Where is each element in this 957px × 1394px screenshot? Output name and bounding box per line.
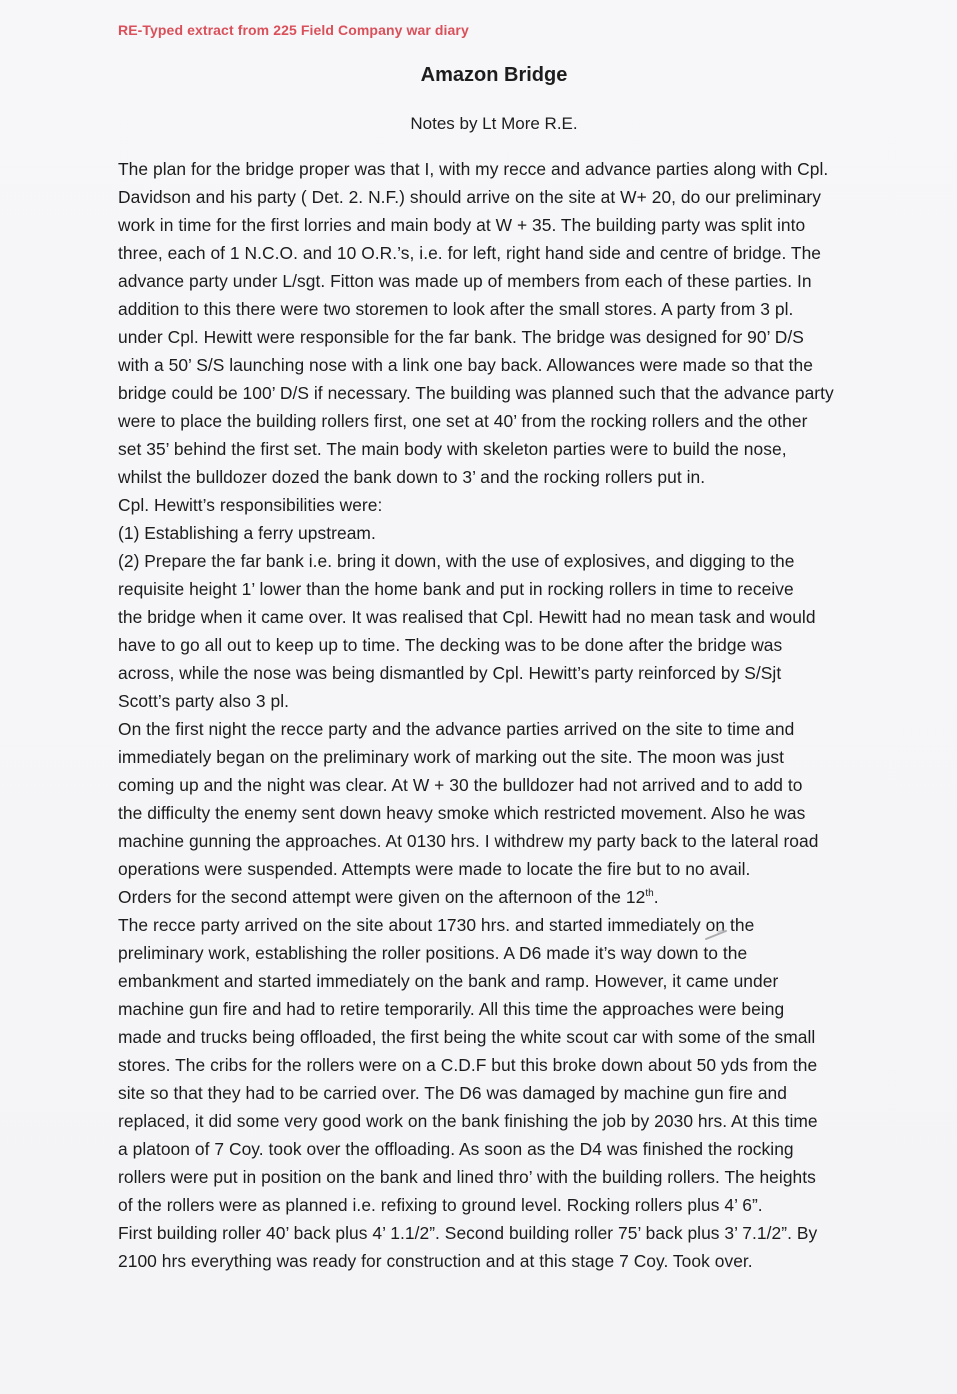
body-line-text: whilst the bulldozer dozed the bank down to 3’ and the rocking rollers put in. — [118, 467, 706, 487]
body-line-text: Cpl. Hewitt’s responsibilities were: — [118, 495, 383, 515]
body-line-text: machine gunning the approaches. At 0130 hrs. I withdrew my party back to the lateral road — [118, 831, 819, 851]
body-line-text: machine gun fire and had to retire temporarily. All this time the approaches were being — [118, 999, 785, 1019]
body-line-text: preliminary work, establishing the roller positions. A D6 made it’s way down to the — [118, 943, 748, 963]
body-line-text: three, each of 1 N.C.O. and 10 O.R.’s, i.e. for left, right hand side and centre of bridge. The — [118, 243, 822, 263]
body-line — [118, 855, 878, 883]
body-line — [118, 911, 878, 939]
body-line — [118, 1079, 878, 1107]
body-line — [118, 463, 878, 491]
body-line — [118, 939, 878, 967]
body-line-text: across, while the nose was being dismantled by Cpl. Hewitt’s party reinforced by S/Sjt — [118, 663, 782, 683]
body-line-text: site so that they had to be carried over. The D6 was damaged by machine gun fire and — [118, 1083, 787, 1103]
body-line — [118, 771, 878, 799]
body-line — [118, 267, 878, 295]
body-line-text: The plan for the bridge proper was that I, with my recce and advance parties along with Cpl. — [118, 159, 829, 179]
body-line — [118, 547, 878, 575]
body-line-text: work in time for the first lorries and main body at W + 35. The building party was split into — [118, 215, 806, 235]
body-line-text: Orders for the second attempt were given on the afternoon of the 12 — [118, 887, 646, 907]
body-line-text: coming up and the night was clear. At W + 30 the bulldozer had not arrived and to add to — [118, 775, 803, 795]
body-line — [118, 1247, 878, 1275]
body-line-text: embankment and started immediately on the bank and ramp. However, it came under — [118, 971, 779, 991]
body-line — [118, 1023, 878, 1051]
body-line-text: requisite height 1’ lower than the home bank and put in rocking rollers in time to receive — [118, 579, 794, 599]
body-line-text: the difficulty the enemy sent down heavy smoke which restricted movement. Also he was — [118, 803, 806, 823]
body-line — [118, 1163, 878, 1191]
body-line-text: (1) Establishing a ferry upstream. — [118, 523, 376, 543]
body-line-text: (2) Prepare the far bank i.e. bring it down, with the use of explosives, and digging to the — [118, 551, 795, 571]
body-line-text: 2100 hrs everything was ready for construction and at this stage 7 Coy. Took over. — [118, 1251, 753, 1271]
body-line-text: were to place the building rollers first, one set at 40’ from the rocking rollers and the other — [118, 411, 808, 431]
body-line-text: stores. The cribs for the rollers were on a C.D.F but this broke down about 50 yds from the — [118, 1055, 818, 1075]
body-line-text: operations were suspended. Attempts were made to locate the fire but to no avail. — [118, 859, 751, 879]
body-line — [118, 743, 878, 771]
body-line — [118, 407, 878, 435]
body-line — [118, 211, 878, 239]
pen-mark-icon — [704, 926, 730, 942]
body-line — [118, 295, 878, 323]
body-line-text: bridge could be 100’ D/S if necessary. The building was planned such that the advance party — [118, 383, 834, 403]
body-line — [118, 575, 878, 603]
body-line — [118, 1051, 878, 1079]
body-line — [118, 799, 878, 827]
body-line — [118, 659, 878, 687]
document-title: Amazon Bridge — [420, 64, 568, 86]
body-line — [118, 1191, 878, 1219]
body-line — [118, 239, 878, 267]
body-line — [118, 1135, 878, 1163]
body-line — [118, 687, 878, 715]
body-line-text: immediately began on the preliminary work of marking out the site. The moon was just — [118, 747, 785, 767]
body-line-text: rollers were put in position on the bank and lined thro’ with the building rollers. The heights — [118, 1167, 816, 1187]
body-line — [118, 435, 878, 463]
superscript-trailing-punctuation: . — [653, 887, 659, 907]
body-line-text: addition to this there were two storemen to look after the small stores. A party from 3 pl. — [118, 299, 794, 319]
body-line-text: with a 50’ S/S launching nose with a link one bay back. Allowances were made so that the — [118, 355, 813, 375]
body-line-text: a platoon of 7 Coy. took over the offloading. As soon as the D4 was finished the rocking — [118, 1139, 794, 1159]
body-text — [118, 155, 878, 1275]
body-line — [118, 883, 878, 911]
body-line-text: have to go all out to keep up to time. The decking was to be done after the bridge was — [118, 635, 783, 655]
body-line-text: under Cpl. Hewitt were responsible for the far bank. The bridge was designed for 90’ D/S — [118, 327, 804, 347]
body-line — [118, 379, 878, 407]
body-line-text: replaced, it did some very good work on the bank finishing the job by 2030 hrs. At this time — [118, 1111, 818, 1131]
body-line — [118, 827, 878, 855]
ordinal-superscript: th — [645, 888, 654, 900]
body-line — [118, 183, 878, 211]
body-line-text: set 35’ behind the first set. The main body with skeleton parties were to build the nose, — [118, 439, 787, 459]
body-line — [118, 1107, 878, 1135]
body-line — [118, 603, 878, 631]
body-line — [118, 967, 878, 995]
body-line-text: Scott’s party also 3 pl. — [118, 691, 290, 711]
body-line-text: First building roller 40’ back plus 4’ 1.1/2”. Second building roller 75’ back plus 3’ 7.1/2”. By — [118, 1223, 818, 1243]
body-line-text: the bridge when it came over. It was realised that Cpl. Hewitt had no mean task and would — [118, 607, 816, 627]
body-line-text: made and trucks being offloaded, the first being the white scout car with some of the small — [118, 1027, 816, 1047]
body-line — [118, 631, 878, 659]
body-line — [118, 323, 878, 351]
body-line — [118, 351, 878, 379]
body-line — [118, 1219, 878, 1247]
body-line — [118, 995, 878, 1023]
body-line-text: advance party under L/sgt. Fitton was made up of members from each of these parties. In — [118, 271, 812, 291]
body-line-text: of the rollers were as planned i.e. refixing to ground level. Rocking rollers plus 4’ 6”. — [118, 1195, 763, 1215]
body-line — [118, 715, 878, 743]
body-line — [118, 519, 878, 547]
document-subtitle: Notes by Lt More R.E. — [410, 114, 578, 133]
body-line — [118, 155, 878, 183]
body-line — [118, 491, 878, 519]
body-line-text: The recce party arrived on the site about 1730 hrs. and started immediately on the — [118, 915, 755, 935]
body-line-text: Davidson and his party ( Det. 2. N.F.) should arrive on the site at W+ 20, do our preliminary — [118, 187, 822, 207]
body-line-text: On the first night the recce party and the advance parties arrived on the site to time and — [118, 719, 795, 739]
retyped-extract-note: RE-Typed extract from 225 Field Company war diary — [118, 22, 469, 38]
